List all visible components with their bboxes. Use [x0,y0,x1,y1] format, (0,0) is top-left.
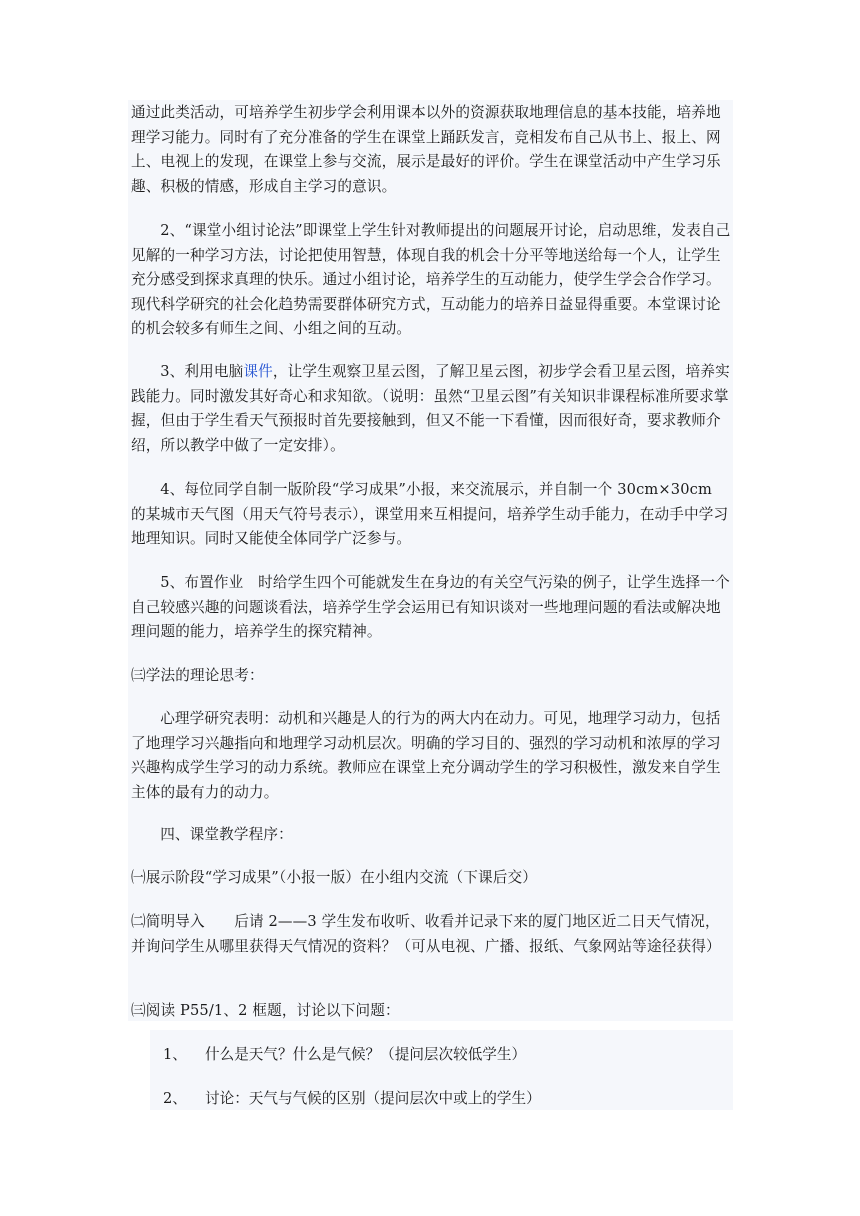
paragraph-newspaper: 4、每位同学自制一版阶段“学习成果”小报，来交流展示，并自制一个 30cm×30cm 的某城市天气图（用天气符号表示），课堂用来互相提问，培养学生动手能力，在动手中学习地理知识。同时又能使全体同学广泛参与。 [131,481,729,547]
paragraph-display-stage: ㈠展示阶段“学习成果”（小报一版）在小组内交流（下课后交） [131,869,538,886]
paragraph-group-discussion: 2、“课堂小组讨论法”即课堂上学生针对教师提出的问题展开讨论，启动思维，发表自己见解的一种学习方法，讨论把使用智慧，体现自我的机会十分平等地送给每一个人，让学生充分感受到探求真理的快乐。通过小组讨论，培养学生的互动能力，使学生学会合作学习。现代科学研究的社会化趋势需要群体研究方式，互动能力的培养日益显得重要。本堂课讨论的机会较多有师生之间、小组之间的互动。 [131,222,731,337]
paragraph-activity-benefits: 通过此类活动，可培养学生初步学会利用课本以外的资源获取地理信息的基本技能，培养地理学习能力。同时有了充分准备的学生在课堂上踊跃发言，竞相发布自己从书上、报上、网上、电视上的发现，在课堂上参与交流，展示是最好的评价。学生在课堂活动中产生学习乐趣、积极的情感，形成自主学习的意识。 [131,104,721,195]
list-item [163,1087,541,1112]
list-item-text: 讨论：天气与气候的区别（提问层次中或上的学生） [205,1090,541,1107]
heading-teaching-procedure: 四、课堂教学程序： [160,826,293,843]
paragraph-reading: ㈢阅读 P55/1、2 框题，讨论以下问题： [131,1002,400,1019]
list-item [163,1043,526,1068]
list-item-text: 什么是天气？什么是气候？（提问层次较低学生） [205,1046,527,1063]
paragraph-introduction: ㈡简明导入 后请 2——3 学生发布收听、收看并记录下来的厦门地区近二日天气情况，并询问学生从哪里获得天气情况的资料？（可从电视、广播、报纸、气象网站等途径获得） [131,913,721,955]
heading-learning-theory: ㈢学法的理论思考： [131,667,264,684]
paragraph-courseware [131,360,731,458]
paragraph-courseware-rest: ，让学生观察卫星云图，了解卫星云图，初步学会看卫星云图，培养实践能力。同时激发其好奇心和求知欲。（说明：虽然“卫星云图”有关知识非课程标准所要求掌握，但由于学生看天气预报时首先要接触到，但又不能一下看懂，因而很好奇，要求教师介绍，所以教学中做了一定安排）。 [131,363,730,454]
list-item-number: 1、 [163,1046,187,1063]
courseware-link[interactable]: 课件 [243,363,273,380]
paragraph-psychology: 心理学研究表明：动机和兴趣是人的行为的两大内在动力。可见，地理学习动力，包括了地理学习兴趣指向和地理学习动机层次。明确的学习目的、强烈的学习动机和浓厚的学习兴趣构成学生学习的动力系统。教师应在课堂上充分调动学生的学习积极性，激发来自学生主体的最有力的动力。 [131,710,721,801]
paragraph-courseware-lead: 3、利用电脑 [160,363,244,380]
paragraph-homework: 5、布置作业 时给学生四个可能就发生在身边的有关空气污染的例子，让学生选择一个自己较感兴趣的问题谈看法，培养学生学会运用已有知识谈对一些地理问题的看法或解决地理问题的能力，培养学生的探究精神。 [131,574,730,640]
list-item-number: 2、 [163,1090,187,1107]
